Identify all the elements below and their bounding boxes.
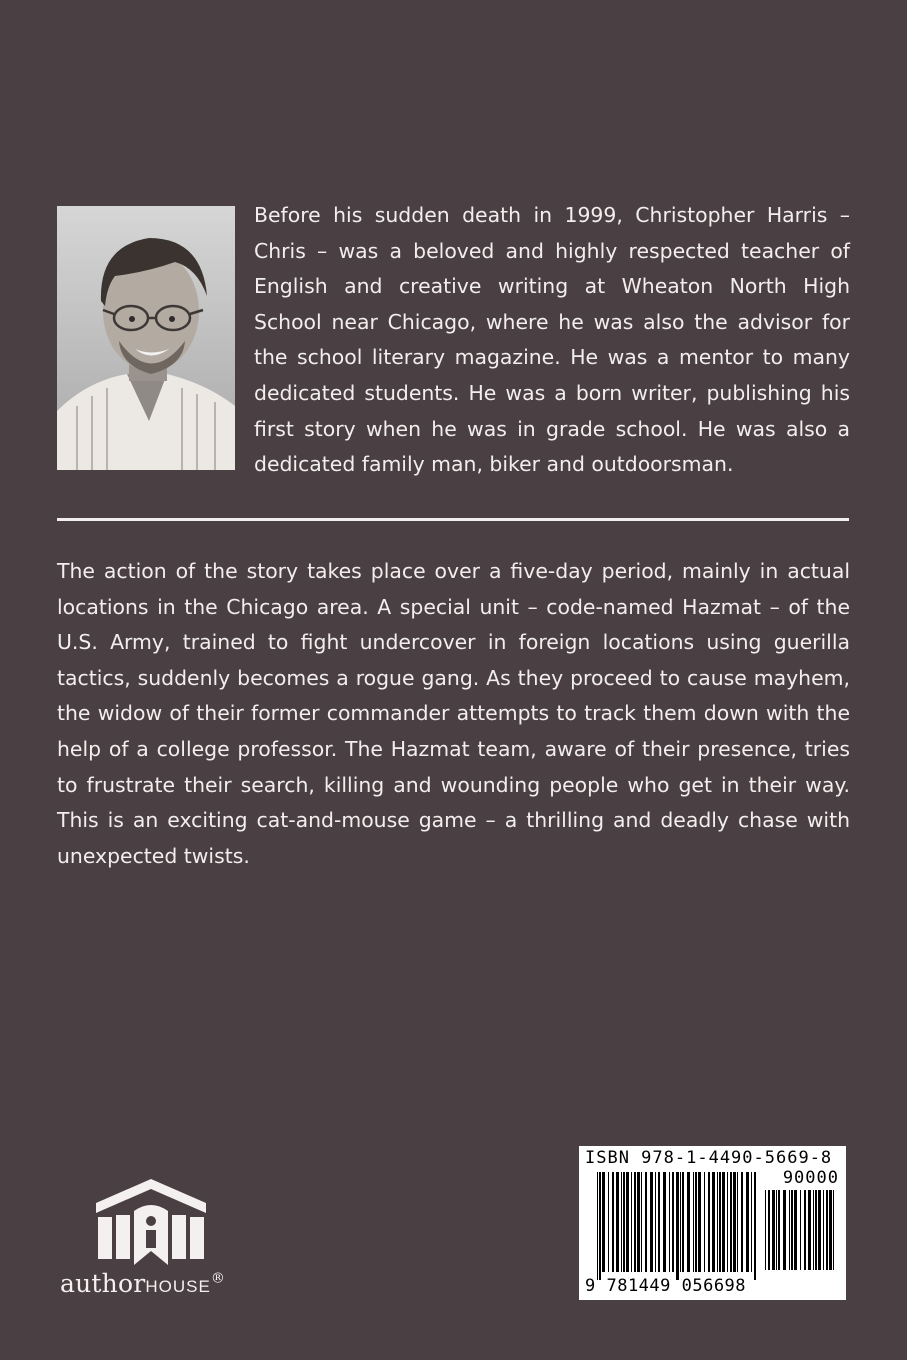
barcode-bar xyxy=(733,1172,736,1272)
addon-barcode-bars xyxy=(765,1190,839,1270)
barcode-bar xyxy=(634,1172,636,1272)
author-photo xyxy=(57,206,235,470)
barcode-bar xyxy=(708,1172,710,1272)
barcode-bar xyxy=(818,1190,821,1270)
barcode-bar xyxy=(623,1172,625,1272)
author-bio: Before his sudden death in 1999, Christopher Harris – Chris – was a beloved and highly respected teacher of English and creative writing at Wheaton North High School near Chicago, where he was also the advisor for the school literary magazine. He was a mentor to many dedicated students. He was a born writer, publishing his first story when he was in grade school. He was also a dedicated family man, biker and outdoorsman. xyxy=(254,203,850,477)
barcode-bar xyxy=(655,1172,656,1272)
barcode-bar xyxy=(608,1172,609,1272)
barcode-bar xyxy=(599,1172,601,1280)
book-synopsis: The action of the story takes place over a five-day period, mainly in actual locations in the Chicago area. A special unit – code-named Hazmat – of the U.S. Army, trained to fight undercover in foreign locations using guerilla tactics, suddenly becomes a rogue gang. As they proceed to cause mayhem, the widow of their former commander attempts to track them down with the help of a college professor. The Hazmat team, aware of their presence, tries to frustrate their search, killing and wounding people who get in their way. This is an exciting cat-and-mouse game – a thrilling and deadly chase with unexpected twists. xyxy=(57,559,850,868)
barcode-bar xyxy=(772,1190,775,1270)
barcode-bar xyxy=(741,1172,743,1272)
barcode-bar xyxy=(680,1172,681,1272)
barcode-bar xyxy=(722,1172,725,1272)
publisher-name-part2: HOUSE xyxy=(145,1277,211,1296)
barcode-bar xyxy=(765,1190,766,1270)
publisher-logo xyxy=(60,1175,260,1305)
section-divider xyxy=(57,518,849,521)
barcode-bar xyxy=(626,1172,629,1272)
barcode-bar xyxy=(737,1172,738,1272)
barcode-bar xyxy=(727,1172,728,1272)
barcode-bar xyxy=(672,1172,674,1272)
barcode-bar xyxy=(776,1190,777,1270)
barcode-bar xyxy=(658,1172,660,1272)
barcode-bar xyxy=(789,1190,790,1270)
barcode-bar xyxy=(687,1172,690,1272)
barcode-bar xyxy=(829,1190,832,1270)
barcode-bar xyxy=(813,1190,814,1270)
barcode-bar xyxy=(645,1172,647,1272)
ean-barcode-bars xyxy=(597,1172,757,1282)
isbn-barcode xyxy=(579,1146,846,1300)
publisher-name-part1: author xyxy=(60,1269,146,1298)
barcode-bar xyxy=(794,1190,797,1270)
barcode-bar xyxy=(783,1190,786,1270)
isbn-label: ISBN 978-1-4490-5669-8 xyxy=(585,1148,833,1168)
barcode-bar xyxy=(616,1172,619,1272)
barcode-bar xyxy=(637,1172,640,1272)
barcode-bar xyxy=(751,1172,752,1272)
barcode-bar xyxy=(719,1172,721,1272)
barcode-bar xyxy=(641,1172,642,1272)
barcode-bar xyxy=(778,1190,780,1270)
barcode-bar xyxy=(693,1172,694,1272)
barcode-bar xyxy=(754,1172,756,1280)
barcode-bar xyxy=(730,1172,732,1272)
price-code: 90000 xyxy=(782,1168,839,1188)
barcode-bar xyxy=(804,1190,806,1270)
barcode-bar xyxy=(823,1190,824,1270)
barcode-bar xyxy=(602,1172,605,1272)
publisher-name xyxy=(60,1269,225,1298)
barcode-bar xyxy=(712,1172,715,1272)
barcode-bar xyxy=(597,1172,598,1280)
barcode-bar xyxy=(650,1172,653,1272)
barcode-bar xyxy=(698,1172,701,1272)
barcode-bar xyxy=(621,1172,622,1272)
barcode-bar xyxy=(676,1172,679,1280)
barcode-bar xyxy=(717,1172,718,1272)
registered-mark: ® xyxy=(210,1270,226,1287)
barcode-bar xyxy=(768,1190,770,1270)
barcode-bar xyxy=(695,1172,697,1272)
barcode-bar xyxy=(833,1190,834,1270)
barcode-bar xyxy=(612,1172,614,1272)
authorhouse-logo-icon xyxy=(94,1175,208,1267)
barcode-bar xyxy=(808,1190,811,1270)
barcode-bar xyxy=(791,1190,793,1270)
barcode-bar xyxy=(815,1190,817,1270)
ean-digits: 9 781449 056698 xyxy=(585,1276,747,1296)
barcode-bar xyxy=(826,1190,828,1270)
barcode-bar xyxy=(663,1172,666,1272)
barcode-bar xyxy=(631,1172,632,1272)
barcode-bar xyxy=(800,1190,801,1270)
barcode-bar xyxy=(746,1172,749,1272)
author-portrait-image xyxy=(57,206,235,470)
barcode-bar xyxy=(682,1172,684,1272)
barcode-bar xyxy=(704,1172,705,1272)
barcode-bar xyxy=(669,1172,670,1272)
